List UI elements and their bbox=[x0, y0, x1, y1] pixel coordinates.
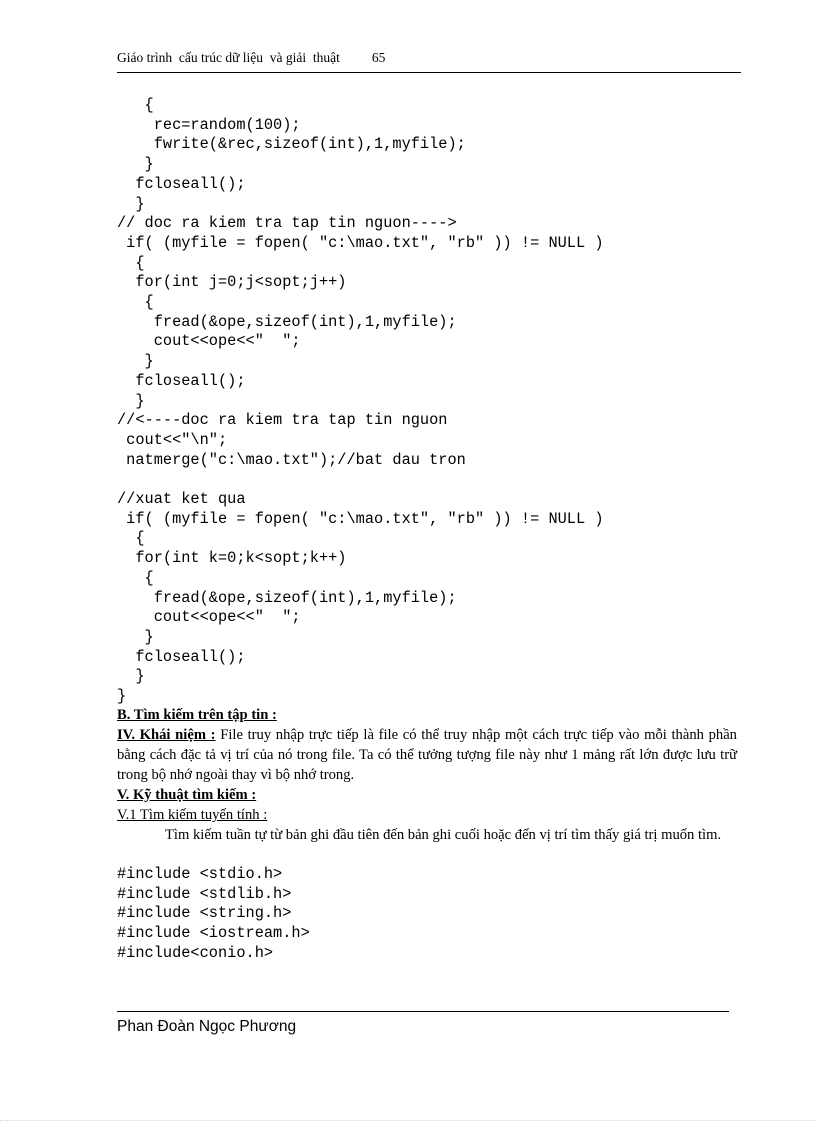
include-line: #include <stdio.h> bbox=[117, 865, 283, 883]
code-line: { bbox=[117, 253, 145, 272]
code-line: { bbox=[117, 293, 154, 312]
code-line bbox=[117, 470, 604, 490]
section-iv-paragraph bbox=[117, 725, 737, 785]
header-title: Giáo trình cấu trúc dữ liệu và giải thuật bbox=[117, 50, 340, 65]
code-line: fcloseall(); bbox=[117, 647, 246, 666]
section-v1-paragraph: Tìm kiếm tuần tự từ bản ghi đầu tiên đến bản ghi cuối hoặc đến vị trí tìm thấy giá trị muốn tìm. bbox=[165, 827, 722, 843]
section-v-heading: V. Kỹ thuật tìm kiếm : bbox=[117, 787, 257, 803]
page-number: 65 bbox=[371, 50, 386, 65]
section-iv-text: File truy nhập trực tiếp là file có thể truy nhập một cách trực tiếp vào mỗi thành phần bằng cách đặc tả vị trí của nó trong file. Ta có thể tưởng tượng file này như 1 mảng rất lớn được lưu trữ trong bộ nhớ ngoài thay vì bộ nhớ trong. bbox=[117, 727, 737, 783]
code-line: for(int j=0;j<sopt;j++) bbox=[117, 273, 347, 292]
code-line: } bbox=[117, 627, 154, 646]
include-line: #include <iostream.h> bbox=[117, 924, 310, 943]
page-header bbox=[117, 50, 385, 66]
footer-rule bbox=[117, 1011, 729, 1012]
code-line: //<----doc ra kiem tra tap tin nguon bbox=[117, 411, 448, 430]
code-line: { bbox=[117, 568, 154, 587]
page-edge-divider bbox=[0, 1120, 816, 1121]
code-line: } bbox=[117, 194, 145, 213]
code-line: if( (myfile = fopen( "c:\mao.txt", "rb" )) != NULL ) bbox=[117, 509, 604, 528]
code-line: natmerge("c:\mao.txt");//bat dau tron bbox=[117, 450, 466, 469]
section-iv-label: IV. Khái niệm : bbox=[117, 727, 216, 743]
code-line: { bbox=[117, 96, 154, 114]
code-line: if( (myfile = fopen( "c:\mao.txt", "rb" )) != NULL ) bbox=[117, 233, 604, 252]
code-line: fread(&ope,sizeof(int),1,myfile); bbox=[117, 588, 457, 607]
include-line: #include <stdlib.h> bbox=[117, 884, 292, 903]
prose-section bbox=[117, 705, 737, 845]
code-line: rec=random(100); bbox=[117, 115, 301, 134]
code-line: fcloseall(); bbox=[117, 371, 246, 390]
code-line: for(int k=0;k<sopt;k++) bbox=[117, 549, 347, 568]
code-line: } bbox=[117, 391, 145, 410]
include-line: #include <string.h> bbox=[117, 904, 292, 923]
header-rule bbox=[117, 72, 741, 73]
include-line: #include<conio.h> bbox=[117, 943, 274, 962]
code-block bbox=[117, 96, 604, 707]
code-line: cout<<"\n"; bbox=[117, 430, 228, 449]
section-v1-heading: V.1 Tìm kiếm tuyến tính : bbox=[117, 807, 268, 823]
code-line: fwrite(&rec,sizeof(int),1,myfile); bbox=[117, 135, 466, 154]
code-line: } bbox=[117, 155, 154, 174]
code-line: cout<<ope<<" "; bbox=[117, 608, 301, 627]
code-line: // doc ra kiem tra tap tin nguon----> bbox=[117, 214, 457, 233]
code-line: { bbox=[117, 529, 145, 548]
code-line: fcloseall(); bbox=[117, 174, 246, 193]
code-line: //xuat ket qua bbox=[117, 490, 246, 509]
code-line: fread(&ope,sizeof(int),1,myfile); bbox=[117, 312, 457, 331]
code-line: } bbox=[117, 687, 127, 706]
code-line: } bbox=[117, 667, 145, 686]
code-line: cout<<ope<<" "; bbox=[117, 332, 301, 351]
include-block bbox=[117, 865, 310, 964]
code-line: } bbox=[117, 352, 154, 371]
footer-author: Phan Đoàn Ngọc Phương bbox=[117, 1018, 297, 1035]
section-b-heading: B. Tìm kiếm trên tập tin : bbox=[117, 707, 277, 723]
